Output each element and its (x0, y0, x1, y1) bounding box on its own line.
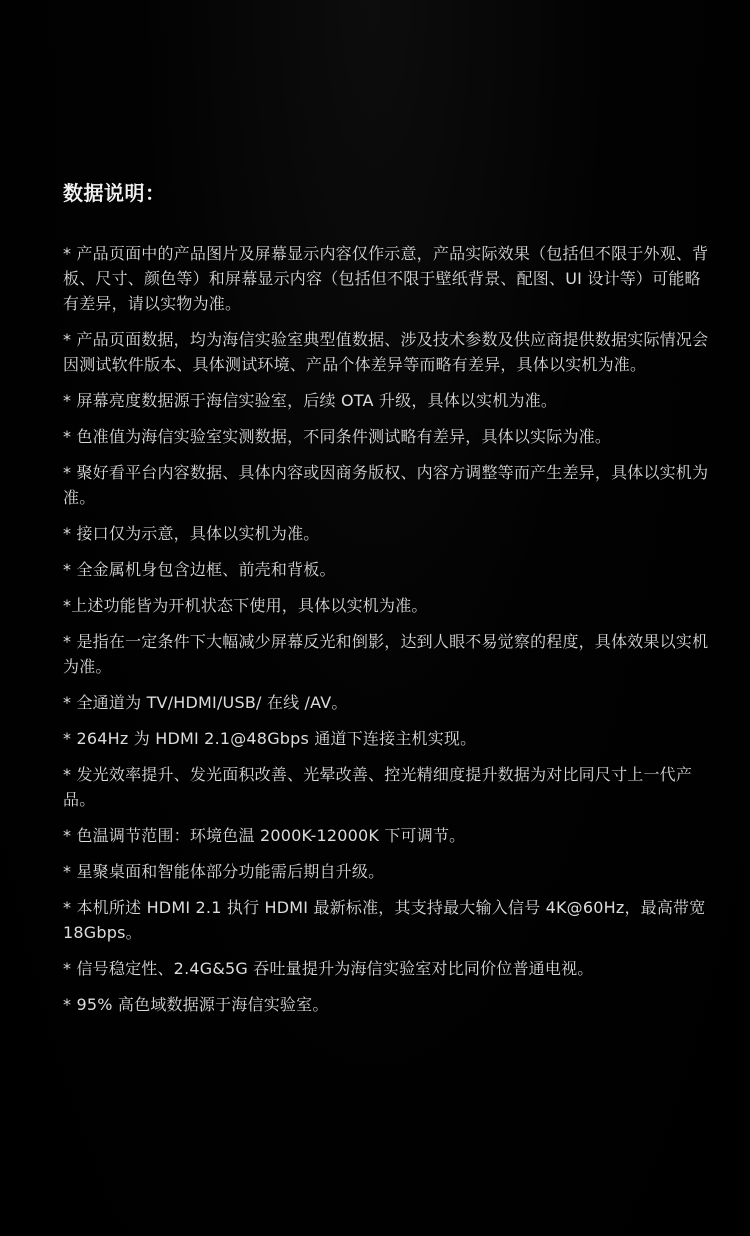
disclaimer-note: * 接口仅为示意，具体以实机为准。 (63, 524, 320, 543)
disclaimer-note: * 264Hz 为 HDMI 2.1@48Gbps 通道下连接主机实现。 (63, 729, 477, 748)
disclaimer-note: * 发光效率提升、发光面积改善、光晕改善、控光精细度提升数据为对比同尺寸上一代产品。 (63, 765, 693, 809)
disclaimer-note: *上述功能皆为开机状态下使用，具体以实机为准。 (63, 596, 428, 615)
disclaimer-note: * 星聚桌面和智能体部分功能需后期自升级。 (63, 862, 385, 881)
disclaimer-note: * 全金属机身包含边框、前壳和背板。 (63, 560, 336, 579)
disclaimer-note: * 产品页面数据，均为海信实验室典型值数据、涉及技术参数及供应商提供数据实际情况会因测试软件版本、具体测试环境、产品个体差异等而略有差异，具体以实机为准。 (63, 330, 709, 374)
disclaimer-note: * 色准值为海信实验室实测数据，不同条件测试略有差异，具体以实际为准。 (63, 427, 612, 446)
disclaimer-note: * 聚好看平台内容数据、具体内容或因商务版权、内容方调整等而产生差异，具体以实机为准。 (63, 463, 709, 507)
disclaimer-note: * 是指在一定条件下大幅减少屏幕反光和倒影，达到人眼不易觉察的程度，具体效果以实机为准。 (63, 632, 709, 676)
disclaimer-note: * 产品页面中的产品图片及屏幕显示内容仅作示意，产品实际效果（包括但不限于外观、背板、尺寸、颜色等）和屏幕显示内容（包括但不限于壁纸背景、配图、UI 设计等）可能略有差异，请以实物为准。 (63, 244, 709, 313)
disclaimer-note: * 全通道为 TV/HDMI/USB/ 在线 /AV。 (63, 693, 348, 712)
disclaimer-note: * 本机所述 HDMI 2.1 执行 HDMI 最新标准，其支持最大输入信号 4K@60Hz，最高带宽 18Gbps。 (63, 898, 706, 942)
disclaimer-note: * 屏幕亮度数据源于海信实验室，后续 OTA 升级，具体以实机为准。 (63, 391, 558, 410)
disclaimer-note: * 信号稳定性、2.4G&5G 吞吐量提升为海信实验室对比同价位普通电视。 (63, 959, 594, 978)
disclaimer-note: * 95% 高色域数据源于海信实验室。 (63, 995, 329, 1014)
disclaimer-note: * 色温调节范围：环境色温 2000K-12000K 下可调节。 (63, 826, 466, 845)
disclaimer-list (63, 241, 710, 1017)
page-title: 数据说明： (63, 181, 166, 205)
